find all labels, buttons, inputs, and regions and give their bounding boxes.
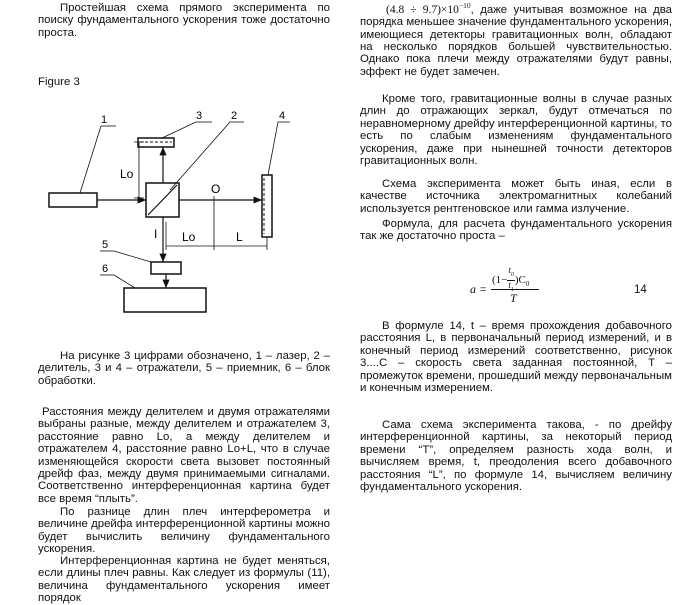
intro-paragraph: Простейшая схема прямого эксперимента по поиску фундаментального ускорения тоже достаточно проста. <box>38 2 330 39</box>
formula-open: (1− <box>492 273 508 286</box>
processing-block-6 <box>124 288 206 312</box>
distances-paragraph: Расстояния между делителем и двумя отражателями выбраны разные, между делителем и отражателем 3, расстояние равно Lo, а между делителем и отражателем 4, расстояние равно Lo+L, что в случае изменяющейся скорости света вызовет постоянный дрейф фаз, между двумя принимаемыми сигналами. Соответственно интерференционная картина будет все время “плыть”. <box>38 406 330 505</box>
scheme-paragraph: Схема эксперимента может быть иная, если в качестве источника электромагнитных колебаний используется рентгеновское или гамма излучение. <box>360 178 672 215</box>
l-label: L <box>236 230 243 244</box>
lo-vertical-label: Lo <box>120 167 134 181</box>
callout-6: 6 <box>102 263 109 275</box>
formula-denominator: T <box>510 291 517 305</box>
formula-t1: t <box>508 279 511 290</box>
callout-4: 4 <box>279 110 286 122</box>
callout-1: 1 <box>101 114 108 126</box>
formula-close: )C <box>514 273 526 286</box>
callout-3: 3 <box>196 110 203 122</box>
formula-fraction-bar <box>491 289 539 290</box>
receiver-5 <box>151 262 181 274</box>
formula-t0: t <box>508 265 511 275</box>
difference-paragraph: По разнице длин плеч интерферометра и величине дрейфа интерференционной картины можно будет вычислить величину фундаментального ускорения. <box>38 506 330 556</box>
order-paragraph <box>360 0 672 78</box>
formula-number: 14 <box>634 284 647 296</box>
formula-intro-paragraph: Формула, для расчета фундаментального ускорения так же достаточно проста – <box>360 218 672 243</box>
callout-2: 2 <box>231 110 238 122</box>
order-paragraph-text: , даже учитывая возможное на два порядка меньшее значение фундаментального ускорения, имеющиеся детекторы гравитационных волн, обладают на несколько порядков большей чувствительностью. Однако пока плечи между отражателями будут равны, эффект не будет замечен. <box>360 3 672 78</box>
laser-1 <box>49 193 97 207</box>
formula-14 <box>360 256 672 312</box>
equal-arms-paragraph: Интерференционная картина не будет меняться, если длины плеч равны. Как следует из формулы (11), величина фундаментального ускорения имеет порядок <box>38 555 330 605</box>
formula-lhs: a = <box>470 282 488 296</box>
formula-description-paragraph: В формуле 14, t – время прохождения добавочного расстояния L, в первоначальный период измерений, и в конечный период измерений соответственно, рисунок 3....C – скорость света заданная постоянной, T – промежуток времени, прошедший между первоначальным и конечным измерением. <box>360 320 672 395</box>
lo-horizontal-label: Lo <box>182 230 196 244</box>
order-expression: (4.8 ÷ 9.7)×10 <box>386 3 459 16</box>
gravitational-waves-paragraph: Кроме того, гравитационные волны в случае разных длин до отражающих зеркал, будут отмечаться по неравномерному дрейфу интерференционной картины, то есть по слабым изменениям фундаментального ускорения, даже при нынешней точности детекторов гравитационных волн. <box>360 93 672 168</box>
callout-5: 5 <box>102 239 109 251</box>
formula-t1-sub: 1 <box>510 286 514 293</box>
order-exponent: −10 <box>458 1 471 10</box>
formula-c-sub: 0 <box>525 280 530 289</box>
figure-label: Figure 3 <box>38 76 80 88</box>
o-label: O <box>211 182 221 196</box>
i-label: I <box>154 227 158 241</box>
figure-3-diagram <box>0 0 340 330</box>
formula-t0-sub: 0 <box>510 271 514 278</box>
experiment-essence-paragraph: Сама схема эксперимента такова, - по дрейфу интерференционной картины, за некоторый период времени “T”, определяем разность хода волн, и вычисляем время, t, преодоления всего добавочного расстояния “L”, по формуле 14, вычисляем величину фундаментального ускорения. <box>360 419 672 494</box>
caption-paragraph: На рисунке 3 цифрами обозначено, 1 – лазер, 2 – делитель, 3 и 4 – отражатели, 5 – приемник, 6 – блок обработки. <box>38 350 330 387</box>
